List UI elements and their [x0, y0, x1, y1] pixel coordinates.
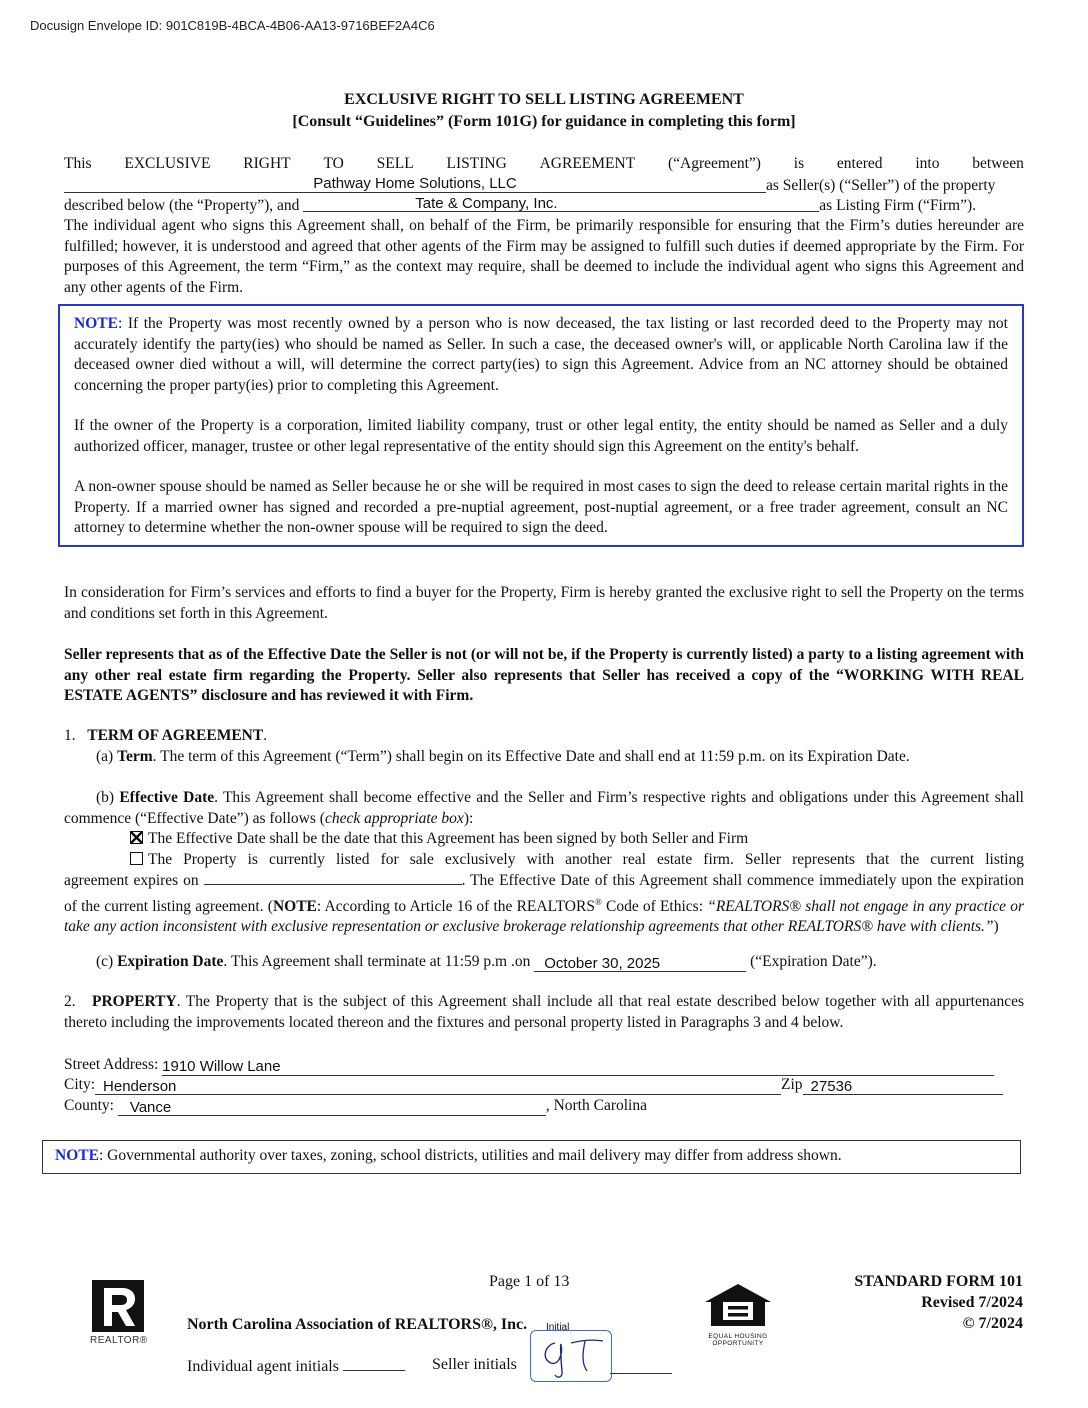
- option-1-checkbox[interactable]: [130, 831, 143, 844]
- form-copyright: © 7/2024: [962, 1315, 1023, 1332]
- intro-paragraph: The individual agent who signs this Agreement shall, on behalf of the Firm, be primarily responsible for ensuring that the Firm’s duties hereunder are fulfilled; however, it is understood and agreed that other agents of the Firm may be assigned to fulfill such duties if deemed appropriate by the Firm. For purposes of this Agreement, the term “Firm,” as the context may require, shall be deemed to include the individual agent who signs this Agreement and any other agents of the Firm.: [64, 217, 1024, 296]
- intro-line-1: This EXCLUSIVE RIGHT TO SELL LISTING AGREEMENT (“Agreement”) is entered into between: [64, 155, 1024, 172]
- city-zip-row: City: Henderson Zip 27536: [64, 1075, 1024, 1096]
- form-revised: Revised 7/2024: [921, 1294, 1023, 1311]
- street-address-row: Street Address: 1910 Willow Lane: [64, 1055, 1024, 1076]
- signature-icon: [531, 1331, 613, 1383]
- intro-line-2: Pathway Home Solutions, LLC as Seller(s) (“Seller”) of the property: [64, 175, 1024, 197]
- section-1-heading: 1. TERM OF AGREEMENT.: [64, 727, 268, 744]
- seller-initials-row: Seller initials: [432, 1356, 517, 1373]
- street-address-field[interactable]: 1910 Willow Lane: [162, 1058, 281, 1075]
- section-1b-effective-date: (b) Effective Date. This Agreement shall become effective and the Seller and Firm’s respective rights and obligations under this Agreement shall commence (“Effective Date”) as follows (check appropriate box):: [64, 789, 1024, 827]
- page-number: Page 1 of 13: [489, 1273, 570, 1290]
- equal-housing-icon: [703, 1282, 773, 1328]
- document-subtitle: [Consult “Guidelines” (Form 101G) for guidance in completing this form]: [292, 113, 796, 130]
- expiration-date-field[interactable]: October 30, 2025: [544, 955, 661, 972]
- current-listing-expiry-field[interactable]: [204, 870, 462, 885]
- seller-initials-line-2[interactable]: [610, 1373, 672, 1374]
- effective-date-option-1: The Effective Date shall be the date that this Agreement has been signed by both Seller and Firm: [130, 829, 1024, 850]
- consideration-paragraph: In consideration for Firm’s services and efforts to find a buyer for the Property, Firm is hereby granted the exclusive right to sell the Property on the terms and conditions set forth in this Agreement.: [64, 584, 1024, 622]
- docusign-envelope-id: Docusign Envelope ID: 901C819B-4BCA-4B06-AA13-9716BEF2A4C6: [30, 18, 435, 33]
- governmental-authority-note: NOTE: Governmental authority over taxes, zoning, school districts, utilities and mail delivery may differ from address shown.: [42, 1140, 1021, 1174]
- intro-line-3: described below (the “Property”), and Tate & Company, Inc. as Listing Firm (“Firm”).: [64, 195, 976, 214]
- equal-housing-logo: EQUAL HOUSING OPPORTUNITY: [703, 1282, 773, 1346]
- section-1c-expiration-date: (c) Expiration Date. This Agreement shall terminate at 11:59 p.m .on October 30, 2025 (“Expiration Date”).: [96, 953, 877, 972]
- agent-initials-field[interactable]: [343, 1356, 405, 1371]
- deceased-owner-note-box: NOTE: If the Property was most recently owned by a person who is now deceased, the tax listing or last recorded deed to the Property may not accurately identify the party(ies) who should be named as Seller. In such a case, the deceased owner's will, or applicable North Carolina law if the deceased owner died without a will, will determine the correct party(ies) to sign this Agreement. Advice from an NC attorney should be obtained concerning the proper party(ies) prior to completing this Agreement. If the owner of the Property is a corporation, limited liability company, trust or other legal entity, the entity should be named as Seller and a duly authorized officer, manager, trustee or other legal representative of the entity should sign this Agreement on the entity's behalf. A non-owner spouse should be named as Seller because he or she will be required in most cases to sign the deed to release certain marital rights in the Property. If a married owner has signed and recorded a pre-nuptial agreement, post-nuptial agreement, or a free trader agreement, consult an NC attorney to determine whether the non-owner spouse will be required to sign the deed.: [58, 304, 1024, 547]
- option-2-continued: agreement expires on . The Effective Date of this Agreement shall commence immediately upon the expiration of the current listing agreement. (NOTE: According to Article 16 of the REALTORS® Code of Ethics: “REALTORS® shall not engage in any practice or take any action inconsistent with exclusive representation or exclusive brokerage relationship agreements that other REALTORS® have with clients.”): [64, 872, 1025, 936]
- section-1a-term: (a) Term. The term of this Agreement (“Term”) shall begin on its Effective Date and shall end at 11:59 p.m. on its Expiration Date.: [96, 748, 910, 765]
- agent-initials-row: Individual agent initials: [187, 1356, 405, 1376]
- form-name: STANDARD FORM 101: [854, 1273, 1023, 1290]
- section-2-property: 2. PROPERTY. The Property that is the subject of this Agreement shall include all that real estate described below together with all appurtenances thereto including the improvements located thereon and the fixtures and personal property listed in Paragraphs 3 and 4 below.: [64, 993, 1024, 1031]
- effective-date-option-2: The Property is currently listed for sale exclusively with another real estate firm. Seller represents that the current listing: [130, 850, 1024, 871]
- initial-tag: Initial: [546, 1322, 570, 1333]
- document-title: EXCLUSIVE RIGHT TO SELL LISTING AGREEMENT: [344, 91, 744, 108]
- realtor-logo: REALTOR®: [90, 1280, 152, 1350]
- county-field[interactable]: Vance: [129, 1099, 172, 1116]
- seller-representation: Seller represents that as of the Effective Date the Seller is not (or will not be, if the Property is currently listed) a party to a listing agreement with any other real estate firm regarding the Property. Seller also represents that Seller has received a copy of the “WORKING WITH REAL ESTATE AGENTS” disclosure and has reviewed it with Firm.: [64, 646, 1024, 704]
- seller-initials-signature[interactable]: [530, 1330, 612, 1382]
- option-2-checkbox[interactable]: [130, 852, 143, 865]
- seller-name-field[interactable]: Pathway Home Solutions, LLC: [313, 175, 517, 192]
- zip-field[interactable]: 27536: [810, 1078, 853, 1095]
- association-name: North Carolina Association of REALTORS®, Inc.: [187, 1316, 528, 1333]
- city-field[interactable]: Henderson: [103, 1078, 177, 1095]
- firm-name-field[interactable]: Tate & Company, Inc.: [415, 195, 558, 212]
- county-row: County: Vance , North Carolina: [64, 1097, 647, 1116]
